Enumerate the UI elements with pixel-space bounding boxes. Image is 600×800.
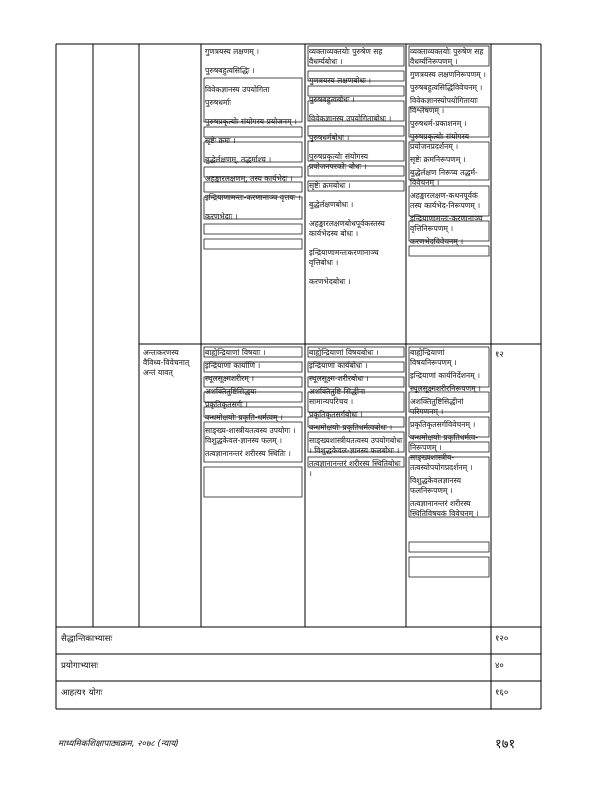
topic-item: इन्द्रियाणां कार्याणि । xyxy=(205,361,261,370)
practical-practice-label: प्रयोगाभ्यासः xyxy=(61,661,99,671)
activity-item: बन्धमोक्षयोः प्रकृतिधर्मत्व-निरूपणम् । साङ्ख्यशास्त्रीय-तत्वस्योपयोगप्रदर्शनम् । xyxy=(410,433,479,472)
activity-item: बाह्येन्द्रियाणां विषयनिरूपणम् । xyxy=(410,348,457,367)
block2-activities-cell xyxy=(410,348,488,522)
activity-item: विवेकज्ञानस्योपयोगितायाः विश्लेषणम् । xyxy=(410,96,478,115)
objective-item: पुरुषधर्मबोधः । xyxy=(309,133,350,142)
objective-item: साङ्ख्यशास्त्रीयतत्वस्य उपयोगबोधः । विशुद्धकेवल-ज्ञानस्य फलबोधः । xyxy=(309,436,403,455)
objective-item: अशक्तितुष्टि-सिद्धीना सामान्यपरिचय । xyxy=(309,387,366,406)
activity-item: व्यक्ताव्यक्तयोः पुरुषेण सह वैधर्म्यनिरूपणम् । xyxy=(410,47,484,66)
objective-item: प्रकृतिकृतसर्गबोधः । xyxy=(309,410,363,419)
page-footer: माध्यमिकशिक्षापाठ्यक्रम, २०७८ (न्याय) xyxy=(58,739,179,749)
activity-item: अशक्तितुष्टिसिद्धीनां परिगणनम् । xyxy=(410,397,464,416)
activity-item: तत्वज्ञानानन्तरं शरीरस्य स्थितिविषयकं विवेचनम् । xyxy=(410,499,479,518)
topic-item: पुरुषबहुत्वसिद्धिः । xyxy=(205,66,255,75)
block2-hours: १२ xyxy=(495,350,504,360)
objective-item: तत्वज्ञानानन्तरं शरीरस्य स्थितिबोधः । xyxy=(309,459,401,478)
block1-objectives-cell xyxy=(309,47,403,296)
block1-activities-cell xyxy=(410,47,488,250)
objective-item: गुणत्रयस्य लक्षणबोधः । xyxy=(309,76,372,85)
practical-practice-hours: ४० xyxy=(495,661,504,671)
activity-item: पुरुषप्रकृत्योः संयोगस्य प्रयोजनप्रदर्शनम् । xyxy=(410,132,470,151)
block1-topics-cell xyxy=(205,47,301,231)
objective-item: सृष्टेः क्रमबोधः । xyxy=(309,181,351,190)
topic-item: प्रकृतिकृतसर्गः । xyxy=(205,400,248,409)
page-number: १७१ xyxy=(495,737,516,752)
activity-item: सृष्टेः क्रमनिरूपणम् । xyxy=(410,155,466,164)
topic-item: गुणत्रयस्य लक्षणम् । xyxy=(205,47,260,56)
block2-topics-cell xyxy=(205,348,301,462)
objective-item: बन्धमोक्षयोः प्रकृतिधर्मत्वबोधः । xyxy=(309,423,393,432)
topic-item: अहङ्कारलक्षणम्, तस्य कार्यभेदः । xyxy=(205,174,293,183)
topic-item: स्थूलसूक्ष्मशरीरम् । xyxy=(205,374,255,383)
activity-item: गुणत्रयस्य लक्षणनिरूपणम् । xyxy=(410,70,486,79)
grand-total-label: आहत्य१ योगः xyxy=(61,688,103,698)
objective-item: इन्द्रियाणामन्तःकरणानाञ्च वृत्तिबोधः । xyxy=(309,248,379,267)
activity-item: पुरुषधर्म-प्रकाशनम् । xyxy=(410,119,467,128)
topic-item: बन्धमोक्षयोः प्रकृति-धर्मत्वम् । xyxy=(205,413,283,422)
objective-item: स्थूलसूक्ष्म-शरीरबोधः । xyxy=(309,374,369,383)
objective-item: बुद्धेर्लक्षणबोधः । xyxy=(309,200,354,209)
topic-item: करणभेदाः । xyxy=(205,212,238,221)
activity-item: अहङ्कारलक्षण-कथनपूर्वकं तस्य कार्यभेद-निरूपणम् । xyxy=(410,191,481,210)
objective-item: पुरुषबहुत्वबोधः । xyxy=(309,95,355,104)
activity-item: स्थूलसूक्ष्मशरीरनिरूपणम् । xyxy=(410,384,481,393)
topic-item: पुरुषधर्माः xyxy=(205,98,231,107)
topic-item: पुरुषप्रकृत्योः संयोगस्य प्रयोजनम् । xyxy=(205,117,297,126)
topic-item: सृष्टेः क्रमः । xyxy=(205,136,236,145)
activity-item: बुद्धेर्लक्षण निरूप्य तद्धर्म-विवेचनम् । xyxy=(410,168,478,187)
objective-item: इन्द्रियाणां कार्यबोधः । xyxy=(309,361,368,370)
block2-objectives-cell xyxy=(309,348,403,482)
topic-item: साङ्ख्य-शास्त्रीयतत्वस्य उपयोगः । विशुद्धकेवल-ज्ञानस्य फलम् । xyxy=(205,426,296,445)
objective-item: विवेकज्ञानस्य उपयोगिताबोधः । xyxy=(309,114,392,123)
topic-item: इन्द्रियाणामन्तः-करणानाञ्च वृत्तयः । xyxy=(205,193,301,202)
objective-item: करणभेदबोधः । xyxy=(309,277,351,286)
theory-practice-label: सैद्धान्तिकाभ्यासः xyxy=(61,634,113,644)
activity-item: करणभेदविवेचनम् । xyxy=(410,237,464,246)
activity-item: विशुद्धकेवलज्ञानस्य फलनिरूपणम् । xyxy=(410,476,462,495)
activity-item: पुरुषबहुत्वसिद्धिविवेचनम् । xyxy=(410,83,483,92)
grand-total-hours: १६० xyxy=(495,688,509,698)
topic-item: बुद्धेर्लक्षणम्, तद्धर्माश्च । xyxy=(205,155,272,164)
objective-item: बाह्येन्द्रियाणां विषयबोधः । xyxy=(309,348,379,357)
topic-item: विवेकज्ञानस्य उपयोगिता xyxy=(205,85,270,94)
objective-item: व्यक्ताव्यक्तयोः पुरुषेण सह वैधर्म्यबोधः । xyxy=(309,47,383,66)
topic-item: बाह्येन्द्रियाणां विषयाः । xyxy=(205,348,266,357)
objective-item: पुरुषप्रकृत्योः संयोगस्य प्रयोजनपरकोः बोधः । xyxy=(309,152,369,171)
theory-practice-hours: १२० xyxy=(495,634,509,644)
activity-item: इन्द्रियाणामन्तः-करणानाञ्च वृत्तिनिरूपणम् । xyxy=(410,214,483,233)
topic-item: तत्वज्ञानानन्तरं शरीरस्य स्थितिः । xyxy=(205,449,291,458)
block2-unit-title: अन्तःकरणस्य वैविध्य-विवेचनात् अन्तं यावत् xyxy=(143,348,190,377)
activity-item: इन्द्रियाणां कार्यनिर्देशनम् । xyxy=(410,371,480,380)
topic-item: अशक्तितुष्टिसिद्धयः xyxy=(205,387,257,396)
objective-item: अहङ्कारलक्षणबोधपूर्वकस्तस्य कार्यभेदस्य बोधः । xyxy=(309,219,385,238)
activity-item: प्रकृतिकृतसर्गविवेचनम् । xyxy=(410,420,476,429)
